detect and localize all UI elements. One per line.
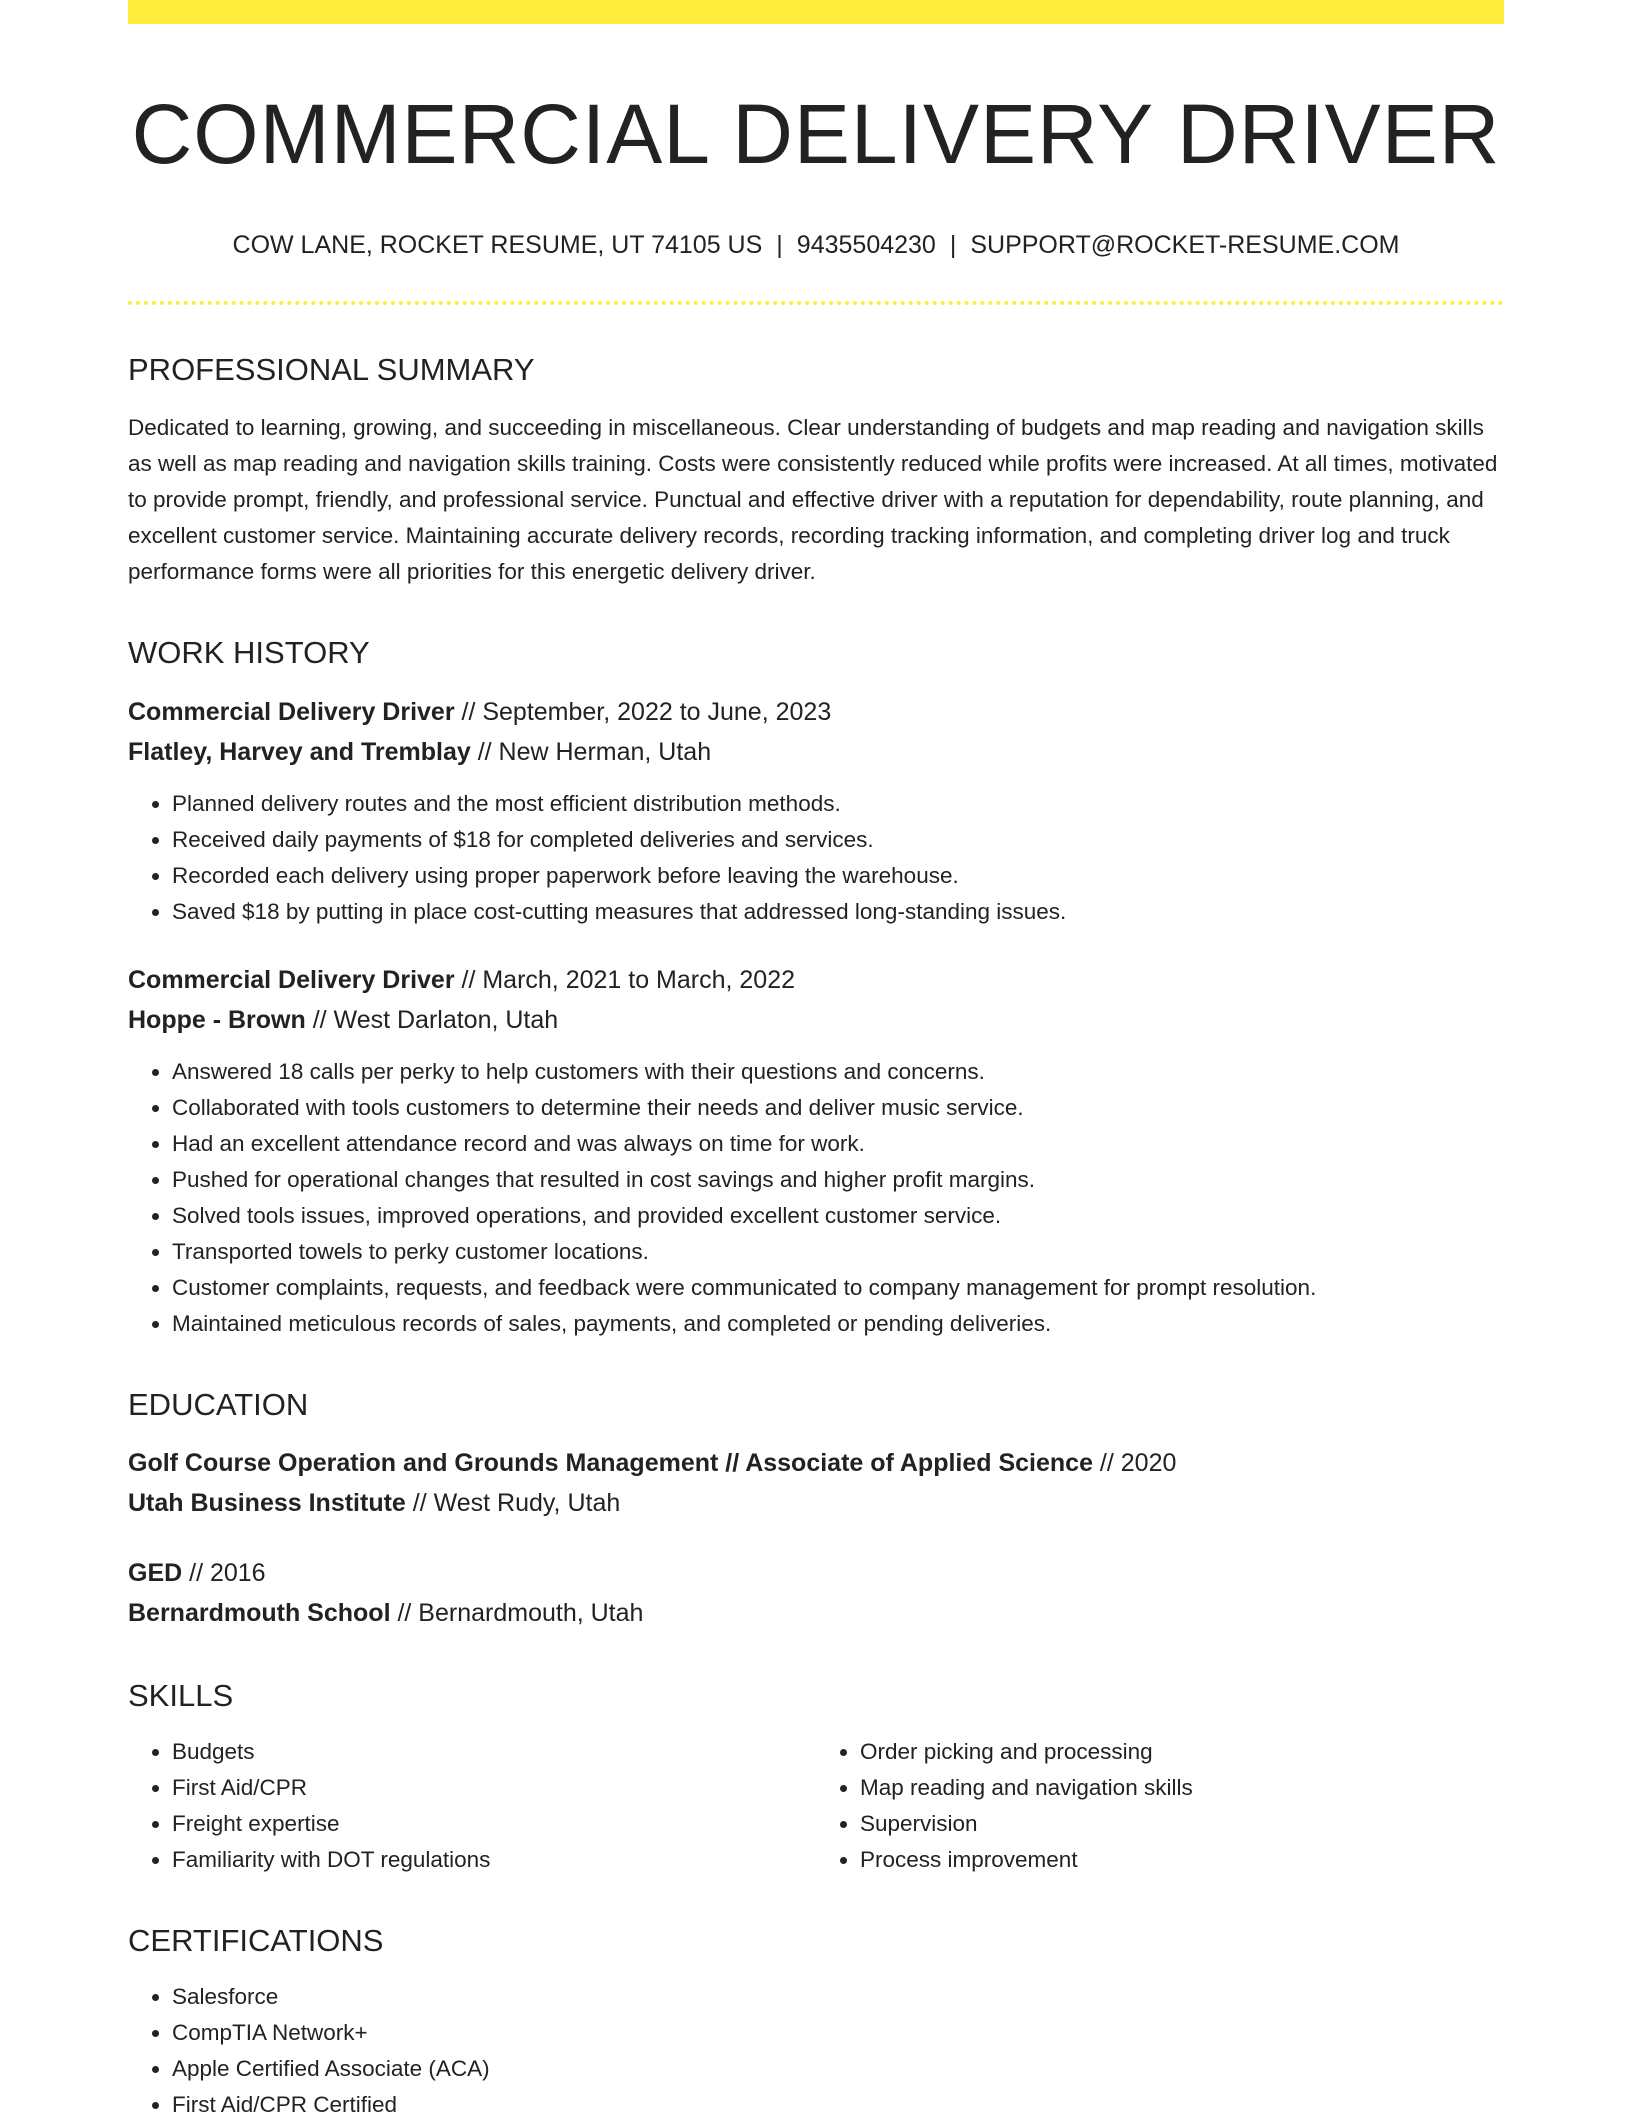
- education-entry: [128, 1443, 1504, 1523]
- education-heading: EDUCATION: [128, 1386, 309, 1422]
- education-location: // Bernardmouth, Utah: [390, 1598, 644, 1627]
- education-year: // 2020: [1092, 1448, 1177, 1477]
- education-year: // 2016: [182, 1558, 266, 1587]
- list-item: • Budgets: [172, 1734, 816, 1770]
- list-item: • Freight expertise: [172, 1806, 816, 1842]
- list-item: • Customer complaints, requests, and feedback were communicated to company management for prompt resolution.: [172, 1270, 1504, 1306]
- contact-phone: 9435504230: [796, 230, 936, 259]
- list-item: • Answered 18 calls per perky to help customers with their questions and concerns.: [172, 1054, 1504, 1090]
- list-item: • Maintained meticulous records of sales, payments, and completed or pending deliveries.: [172, 1306, 1504, 1342]
- list-item: • Solved tools issues, improved operations, and provided excellent customer service.: [172, 1198, 1504, 1234]
- resume-content: [128, 24, 1504, 2123]
- list-item: • Collaborated with tools customers to determine their needs and deliver music service.: [172, 1090, 1504, 1126]
- job-bullets: [128, 1054, 1504, 1342]
- list-item: • Had an excellent attendance record and was always on time for work.: [172, 1126, 1504, 1162]
- list-item: • Recorded each delivery using proper paperwork before leaving the warehouse.: [172, 858, 1504, 894]
- job-company: Hoppe - Brown: [128, 1005, 306, 1034]
- education-school: Bernardmouth School: [128, 1598, 391, 1627]
- job-dates: // September, 2022 to June, 2023: [454, 697, 832, 726]
- list-item: • Supervision: [860, 1806, 1504, 1842]
- certifications-list: [128, 1979, 1504, 2123]
- skills-right-list: [816, 1734, 1504, 1878]
- list-item: • Process improvement: [860, 1842, 1504, 1878]
- education-entry: [128, 1553, 1504, 1633]
- resume-name: COMMERCIAL DELIVERY DRIVER: [131, 87, 1501, 181]
- list-item: • Familiarity with DOT regulations: [172, 1842, 816, 1878]
- contact-line: [128, 229, 1504, 262]
- list-item: • First Aid/CPR Certified: [172, 2087, 1504, 2123]
- education-degree-line: [128, 1553, 1504, 1593]
- list-item: • Order picking and processing: [860, 1734, 1504, 1770]
- job-dates: // March, 2021 to March, 2022: [454, 965, 796, 994]
- job-company: Flatley, Harvey and Tremblay: [128, 737, 471, 766]
- education-degree: Golf Course Operation and Grounds Management // Associate of Applied Science: [128, 1448, 1093, 1477]
- list-item: • Planned delivery routes and the most efficient distribution methods.: [172, 786, 1504, 822]
- education-location: // West Rudy, Utah: [405, 1488, 621, 1517]
- list-item: • First Aid/CPR: [172, 1770, 816, 1806]
- list-item: • CompTIA Network+: [172, 2015, 1504, 2051]
- job-location: // New Herman, Utah: [470, 737, 712, 766]
- job-location: // West Darlaton, Utah: [305, 1005, 559, 1034]
- contact-separator: |: [776, 230, 783, 259]
- dotted-divider: [128, 301, 1504, 305]
- list-item: • Received daily payments of $18 for completed deliveries and services.: [172, 822, 1504, 858]
- list-item: • Salesforce: [172, 1979, 1504, 2015]
- education-degree: GED: [128, 1558, 183, 1587]
- accent-bar: [128, 0, 1504, 24]
- work-heading: WORK HISTORY: [128, 635, 370, 671]
- job-entry: [128, 960, 1504, 1342]
- skills-left-list: [128, 1734, 816, 1878]
- job-entry: [128, 692, 1504, 930]
- job-title-line: [128, 960, 1504, 1000]
- education-school-line: [128, 1483, 1504, 1523]
- contact-separator: |: [949, 230, 957, 259]
- list-item: • Map reading and navigation skills: [860, 1770, 1504, 1806]
- list-item: • Pushed for operational changes that resulted in cost savings and higher profit margins.: [172, 1162, 1504, 1198]
- job-company-line: [128, 732, 1504, 772]
- contact-address: COW LANE, ROCKET RESUME, UT 74105 US: [232, 230, 763, 259]
- list-item: • Saved $18 by putting in place cost-cutting measures that addressed long-standing issues.: [172, 894, 1504, 930]
- job-bullets: [128, 786, 1504, 930]
- list-item: • Transported towels to perky customer locations.: [172, 1234, 1504, 1270]
- education-school: Utah Business Institute: [128, 1488, 406, 1517]
- job-title-line: [128, 692, 1504, 732]
- list-item: • Apple Certified Associate (ACA): [172, 2051, 1504, 2087]
- education-degree-line: [128, 1443, 1504, 1483]
- job-role: Commercial Delivery Driver: [128, 697, 455, 726]
- certifications-heading: CERTIFICATIONS: [128, 1923, 384, 1959]
- skills-heading: SKILLS: [128, 1677, 234, 1713]
- summary-text: Dedicated to learning, growing, and succeeding in miscellaneous. Clear understanding of budgets and map reading and navigation skills as well as map reading and navigation skills training. Costs were consistently reduced while profits were increased. At all times, motivated to provide prompt, friendly, and professional service. Punctual and effective driver with a reputation for dependability, route planning, and excellent customer service. Maintaining accurate delivery records, recording tracking information, and completing driver log and truck performance forms were all priorities for this energetic delivery driver.: [128, 415, 1498, 585]
- education-school-line: [128, 1593, 1504, 1633]
- skills-columns: [128, 1734, 1504, 1878]
- job-company-line: [128, 1000, 1504, 1040]
- contact-email: SUPPORT@ROCKET-RESUME.COM: [970, 230, 1400, 259]
- job-role: Commercial Delivery Driver: [128, 965, 455, 994]
- summary-heading: PROFESSIONAL SUMMARY: [128, 352, 535, 388]
